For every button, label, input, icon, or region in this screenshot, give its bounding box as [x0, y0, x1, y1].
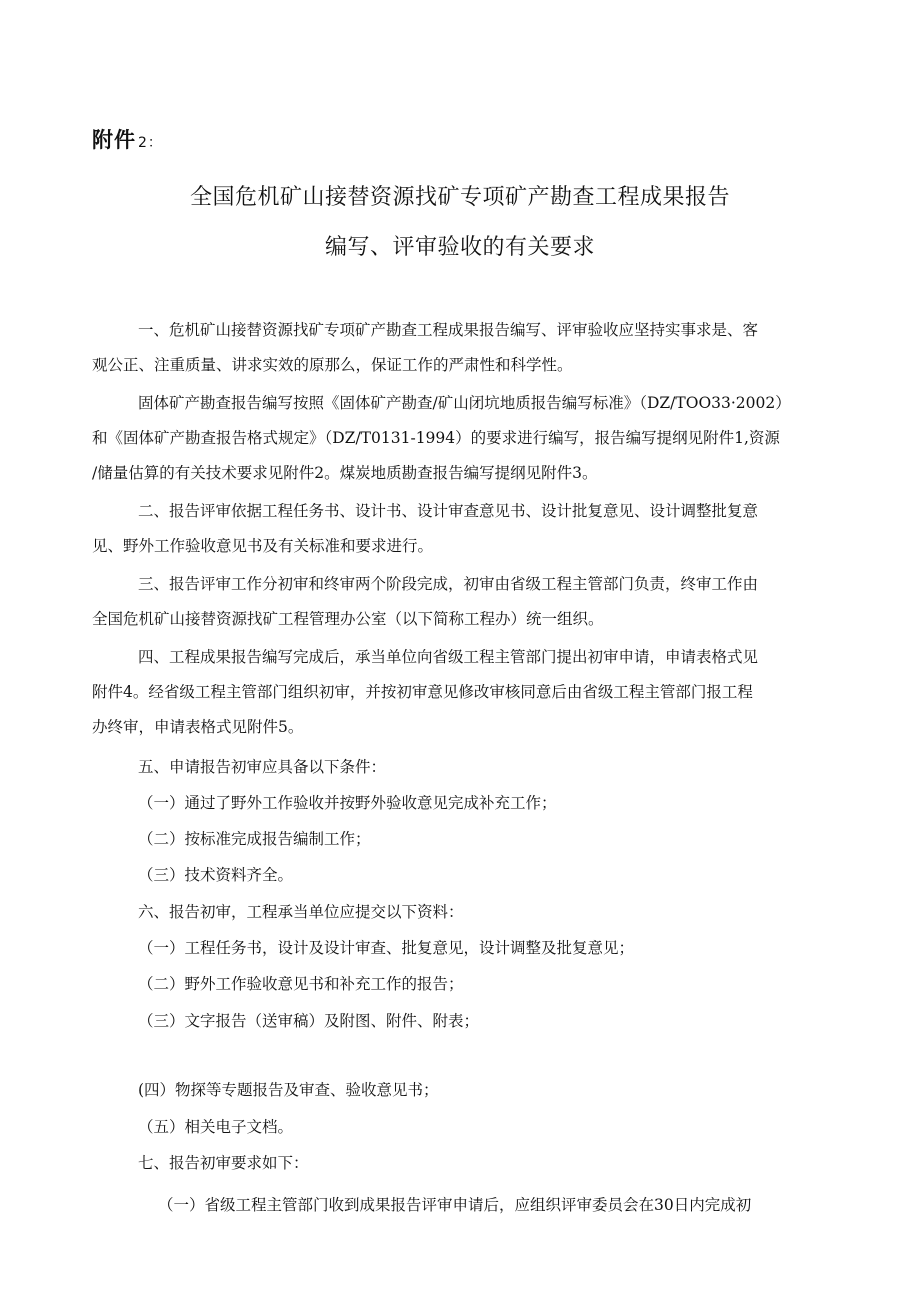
body-line: 七、报告初审要求如下：	[138, 1154, 309, 1172]
attachment-text: 附件	[92, 128, 136, 152]
body-line: （三）技术资料齐全。	[138, 866, 294, 884]
body-line: 固体矿产勘查报告编写按照《固体矿产勘查/矿山闭坑地质报告编写标准》（DZ/TOO33·2002）	[138, 394, 791, 412]
body-line: 五、申请报告初审应具备以下条件：	[138, 758, 387, 776]
body-line: (四）物探等专题报告及审查、验收意见书；	[138, 1081, 439, 1099]
attachment-number: 2：	[138, 135, 163, 151]
body-line: 观公正、注重质量、讲求实效的原那么，保证工作的严肃性和科学性。	[92, 356, 573, 374]
body-line: 四、工程成果报告编写完成后，承当单位向省级工程主管部门提出初审申请，申请表格式见	[138, 648, 759, 666]
body-line: 见、野外工作验收意见书及有关标准和要求进行。	[92, 537, 434, 555]
body-line: 全国危机矿山接替资源找矿工程管理办公室（以下简称工程办）统一组织。	[92, 610, 604, 628]
document-title-line1: 全国危机矿山接替资源找矿专项矿产勘查工程成果报告	[189, 185, 730, 210]
body-line: （二）野外工作验收意见书和补充工作的报告；	[138, 975, 464, 993]
body-line: （五）相关电子文档。	[138, 1118, 294, 1136]
body-line: （一）工程任务书，设计及设计审查、批复意见，设计调整及批复意见；	[138, 939, 635, 957]
body-line: 办终审，申请表格式见附件5。	[92, 718, 304, 736]
body-line: 三、报告评审工作分初审和终审两个阶段完成，初审由省级工程主管部门负责，终审工作由	[138, 575, 759, 593]
body-line: 二、报告评审依据工程任务书、设计书、设计审查意见书、设计批复意见、设计调整批复意	[138, 502, 759, 520]
body-line: （一）省级工程主管部门收到成果报告评审申请后，应组织评审委员会在30日内完成初	[158, 1196, 752, 1214]
body-line: /储量估算的有关技术要求见附件2。煤炭地质勘查报告编写提纲见附件3。	[92, 464, 598, 482]
attachment-label	[92, 124, 163, 154]
body-line: 六、报告初审，工程承当单位应提交以下资料：	[138, 903, 464, 921]
body-line: （三）文字报告（送审稿）及附图、附件、附表；	[138, 1012, 480, 1030]
body-line: （二）按标准完成报告编制工作；	[138, 830, 371, 848]
body-line: （一）通过了野外工作验收并按野外验收意见完成补充工作；	[138, 794, 557, 812]
body-line: 一、危机矿山接替资源找矿专项矿产勘查工程成果报告编写、评审验收应坚持实事求是、客	[138, 321, 759, 339]
body-line: 附件4。经省级工程主管部门组织初审，并按初审意见修改审核同意后由省级工程主管部门报工程	[92, 683, 753, 701]
body-line: 和《固体矿产勘查报告格式规定》（DZ/T0131-1994）的要求进行编写，报告编写提纲见附件1,资源	[92, 429, 780, 447]
document-title-line2: 编写、评审验收的有关要求	[324, 235, 595, 260]
